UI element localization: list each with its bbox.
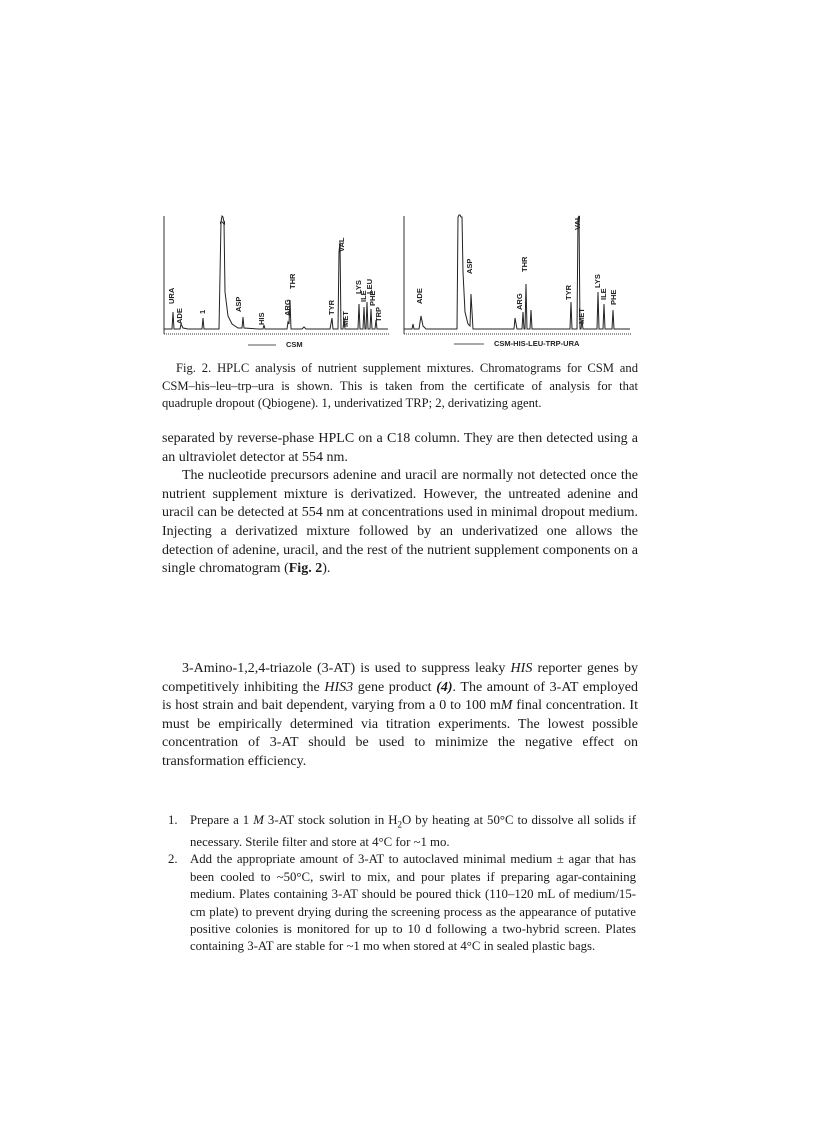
step-number: 1. [168, 813, 178, 827]
svg-text:THR: THR [520, 256, 529, 272]
svg-text:ASP: ASP [234, 296, 243, 312]
paragraph-hplc-detection: separated by reverse-phase HPLC on a C18 column. They are then detected using a an ultraviolet detector at 554 nm. [162, 431, 638, 465]
chromatogram-panels [162, 212, 638, 352]
svg-text:2: 2 [218, 220, 227, 225]
unit-molar: M [500, 698, 513, 714]
paragraph-text: . The amount of 3-AT employed is host strain and bait dependent, varying from a 0 to 100 m [162, 679, 638, 714]
gene-name-his3: HIS3 [324, 679, 354, 695]
citation-reference: (4) [436, 679, 453, 695]
svg-text:ILE: ILE [599, 288, 608, 300]
unit-molar: M [253, 813, 264, 827]
svg-text:ARG: ARG [283, 299, 292, 316]
dropout-chromatogram [404, 215, 632, 348]
gene-name-his: HIS [510, 661, 533, 676]
paragraph-3at-intro [162, 660, 638, 772]
svg-text:URA: URA [167, 287, 176, 304]
subscript: 2 [397, 819, 403, 830]
dropout-axis-label: CSM-HIS-LEU-TRP-URA [494, 339, 580, 348]
paragraph-text: ). [322, 561, 331, 577]
svg-text:TYR: TYR [564, 285, 573, 300]
figure-caption-text: Fig. 2. HPLC analysis of nutrient supplement mixtures. Chromatograms for CSM and CSM–his–leu–trp–ura is shown. This is taken from the certificate of analysis for that quadruple dropout (Qbiogene). 1, underivatized TRP; 2, derivatizing agent. [162, 361, 638, 410]
figure-caption [162, 360, 638, 413]
paragraph-text: reporter genes by competitively inhibiting the [162, 661, 639, 695]
body-section-3at [162, 660, 638, 772]
svg-text:TRP: TRP [374, 307, 383, 322]
hplc-figure [162, 212, 638, 352]
paragraph-text: final concentration. It must be empirically determined via titration experiments. The lowest possible concentration of 3-AT should be used to minimize the negative effect on transformation efficiency. [162, 698, 638, 769]
svg-text:LEU: LEU [365, 279, 374, 294]
step-1 [168, 812, 636, 851]
svg-text:THR: THR [288, 273, 297, 289]
svg-text:HIS: HIS [257, 312, 266, 325]
svg-text:VAL: VAL [337, 237, 346, 252]
svg-text:ADE: ADE [175, 308, 184, 324]
paragraph-text: gene product [353, 679, 437, 695]
csm-chromatogram [164, 216, 390, 349]
svg-text:LYS: LYS [354, 280, 363, 294]
step-text: Add the appropriate amount of 3-AT to autoclaved minimal medium ± agar that has been cooled to ~50°C, swirl to mix, and pour plates if preparing agar-containing medium. Plates containing 3-AT should be poured thick (110–120 mL of medium/15-cm plate) to prevent drying during the screening process as the appearance of putative positive colonies is monitored for up to 10 d following a two-hybrid screen. Plates containing 3-AT are stable for ~1 mo when stored at 4°C in sealed plastic bags. [190, 852, 636, 954]
svg-text:ILE: ILE [359, 290, 368, 302]
body-section-hplc [162, 430, 638, 579]
paragraph-nucleotide-precursors [162, 467, 638, 579]
svg-text:1: 1 [198, 309, 207, 314]
step-text: Prepare a 1 [190, 813, 254, 827]
svg-text:ASP: ASP [465, 258, 474, 274]
svg-text:MET: MET [341, 311, 350, 327]
svg-text:LYS: LYS [593, 274, 602, 288]
svg-text:ARG: ARG [515, 293, 524, 310]
svg-text:PHE: PHE [609, 289, 618, 305]
paragraph-text: The nucleotide precursors adenine and uracil are normally not detected once the nutrient supplement mixture is derivatized. However, the untreated adenine and uracil can be detected at 554 nm at concentrations used in minimal dropout medium. Injecting a derivatized mixture followed by an underivatized one allows the detection of adenine, uracil, and the rest of the nutrient supplement components on a single chromatogram ( [162, 468, 638, 577]
svg-text:VAL: VAL [573, 215, 582, 230]
svg-text:ADE: ADE [415, 288, 424, 304]
paragraph-text: 3-Amino-1,2,4-triazole (3-AT) is used to suppress leaky [182, 661, 511, 676]
svg-text:PHE: PHE [368, 290, 377, 306]
procedure-steps [168, 812, 636, 956]
step-text: 3-AT stock solution in H [263, 813, 398, 827]
step-text: O by heating at 50°C to dissolve all solids if necessary. Sterile filter and store at 4°C for ~1 mo. [190, 813, 636, 849]
figure-reference: Fig. 2 [288, 561, 323, 577]
svg-text:MET: MET [577, 308, 586, 324]
step-number: 2. [168, 852, 178, 867]
step-2 [168, 851, 636, 955]
csm-axis-label: CSM [286, 340, 303, 349]
svg-text:TYR: TYR [327, 300, 336, 315]
